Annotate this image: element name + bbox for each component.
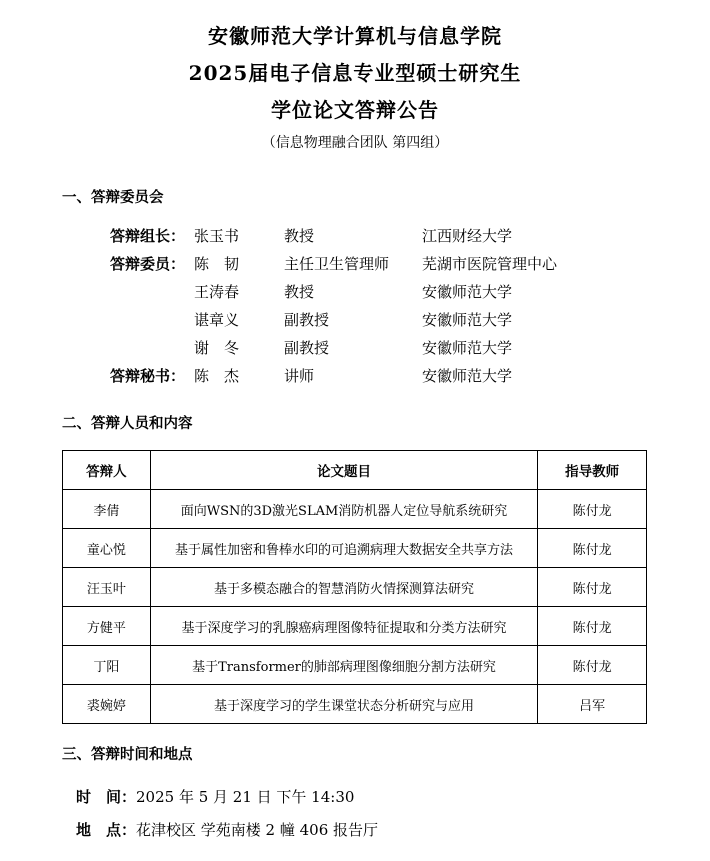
committee-role: 答辩组长： — [110, 227, 186, 245]
advisor-cell: 陈付龙 — [538, 490, 647, 529]
committee-list — [110, 222, 630, 390]
table-row — [63, 646, 647, 685]
committee-row — [110, 306, 630, 334]
thesis-cell: 基于多模态融合的智慧消防火情探测算法研究 — [150, 568, 537, 607]
advisor-cell: 吕军 — [538, 685, 647, 724]
student-cell: 方健平 — [63, 607, 151, 646]
time-label: 时 间： — [76, 788, 137, 806]
time-line — [76, 786, 354, 807]
committee-org: 江西财经大学 — [422, 227, 513, 245]
committee-name: 张玉书 — [194, 227, 240, 245]
student-cell: 李倩 — [63, 490, 151, 529]
committee-org: 安徽师范大学 — [422, 367, 513, 385]
committee-row — [110, 278, 630, 306]
committee-name: 陈 杰 — [194, 367, 240, 385]
committee-org: 芜湖市医院管理中心 — [422, 255, 558, 273]
committee-title: 教授 — [284, 283, 315, 301]
announcement-title: 学位论文答辩公告 — [271, 98, 439, 122]
committee-row — [110, 334, 630, 362]
place-value: 花津校区 学苑南楼 2 幢 406 报告厅 — [136, 821, 379, 839]
thesis-cell: 基于深度学习的乳腺癌病理图像特征提取和分类方法研究 — [150, 607, 537, 646]
student-cell: 裘婉婷 — [63, 685, 151, 724]
header-student: 答辩人 — [63, 451, 151, 490]
table-row — [63, 607, 647, 646]
schedule-section-title: 三、答辩时间和地点 — [62, 746, 193, 763]
table-header-row — [63, 451, 647, 490]
table-row — [63, 685, 647, 724]
thesis-cell: 基于深度学习的学生课堂状态分析研究与应用 — [150, 685, 537, 724]
committee-name: 谌章义 — [194, 311, 240, 329]
committee-name: 陈 韧 — [194, 255, 240, 273]
table-row — [63, 490, 647, 529]
committee-section-title: 一、答辩委员会 — [62, 189, 164, 206]
student-cell: 童心悦 — [63, 529, 151, 568]
committee-name: 谢 冬 — [194, 339, 240, 357]
committee-title: 副教授 — [284, 339, 330, 357]
student-cell: 汪玉叶 — [63, 568, 151, 607]
time-value: 2025 年 5 月 21 日 下午 14:30 — [136, 788, 355, 806]
committee-role: 答辩秘书： — [110, 367, 186, 385]
committee-org: 安徽师范大学 — [422, 283, 513, 301]
place-label: 地 点： — [76, 821, 137, 839]
school-title: 安徽师范大学计算机与信息学院 — [208, 24, 502, 48]
header-thesis: 论文题目 — [150, 451, 537, 490]
committee-row — [110, 362, 630, 390]
committee-title: 讲师 — [284, 367, 315, 385]
thesis-cell: 基于属性加密和鲁棒水印的可追溯病理大数据安全共享方法 — [150, 529, 537, 568]
place-line — [76, 819, 378, 840]
thesis-cell: 基于Transformer的肺部病理图像细胞分割方法研究 — [150, 646, 537, 685]
advisor-cell: 陈付龙 — [538, 646, 647, 685]
committee-row — [110, 222, 630, 250]
student-cell: 丁阳 — [63, 646, 151, 685]
advisor-cell: 陈付龙 — [538, 607, 647, 646]
committee-name: 王涛春 — [194, 283, 240, 301]
defense-section-title: 二、答辩人员和内容 — [62, 415, 193, 432]
advisor-cell: 陈付龙 — [538, 568, 647, 607]
committee-org: 安徽师范大学 — [422, 311, 513, 329]
thesis-cell: 面向WSN的3D激光SLAM消防机器人定位导航系统研究 — [150, 490, 537, 529]
header-advisor: 指导教师 — [538, 451, 647, 490]
committee-title: 教授 — [284, 227, 315, 245]
program-title: 2025届电子信息专业型硕士研究生 — [188, 61, 522, 85]
table-row — [63, 529, 647, 568]
group-subtitle: （信息物理融合团队 第四组） — [261, 135, 449, 151]
committee-role: 答辩委员： — [110, 255, 186, 273]
committee-title: 主任卫生管理师 — [284, 255, 390, 273]
committee-org: 安徽师范大学 — [422, 339, 513, 357]
defense-table — [62, 450, 647, 724]
table-row — [63, 568, 647, 607]
advisor-cell: 陈付龙 — [538, 529, 647, 568]
committee-row — [110, 250, 630, 278]
committee-title: 副教授 — [284, 311, 330, 329]
